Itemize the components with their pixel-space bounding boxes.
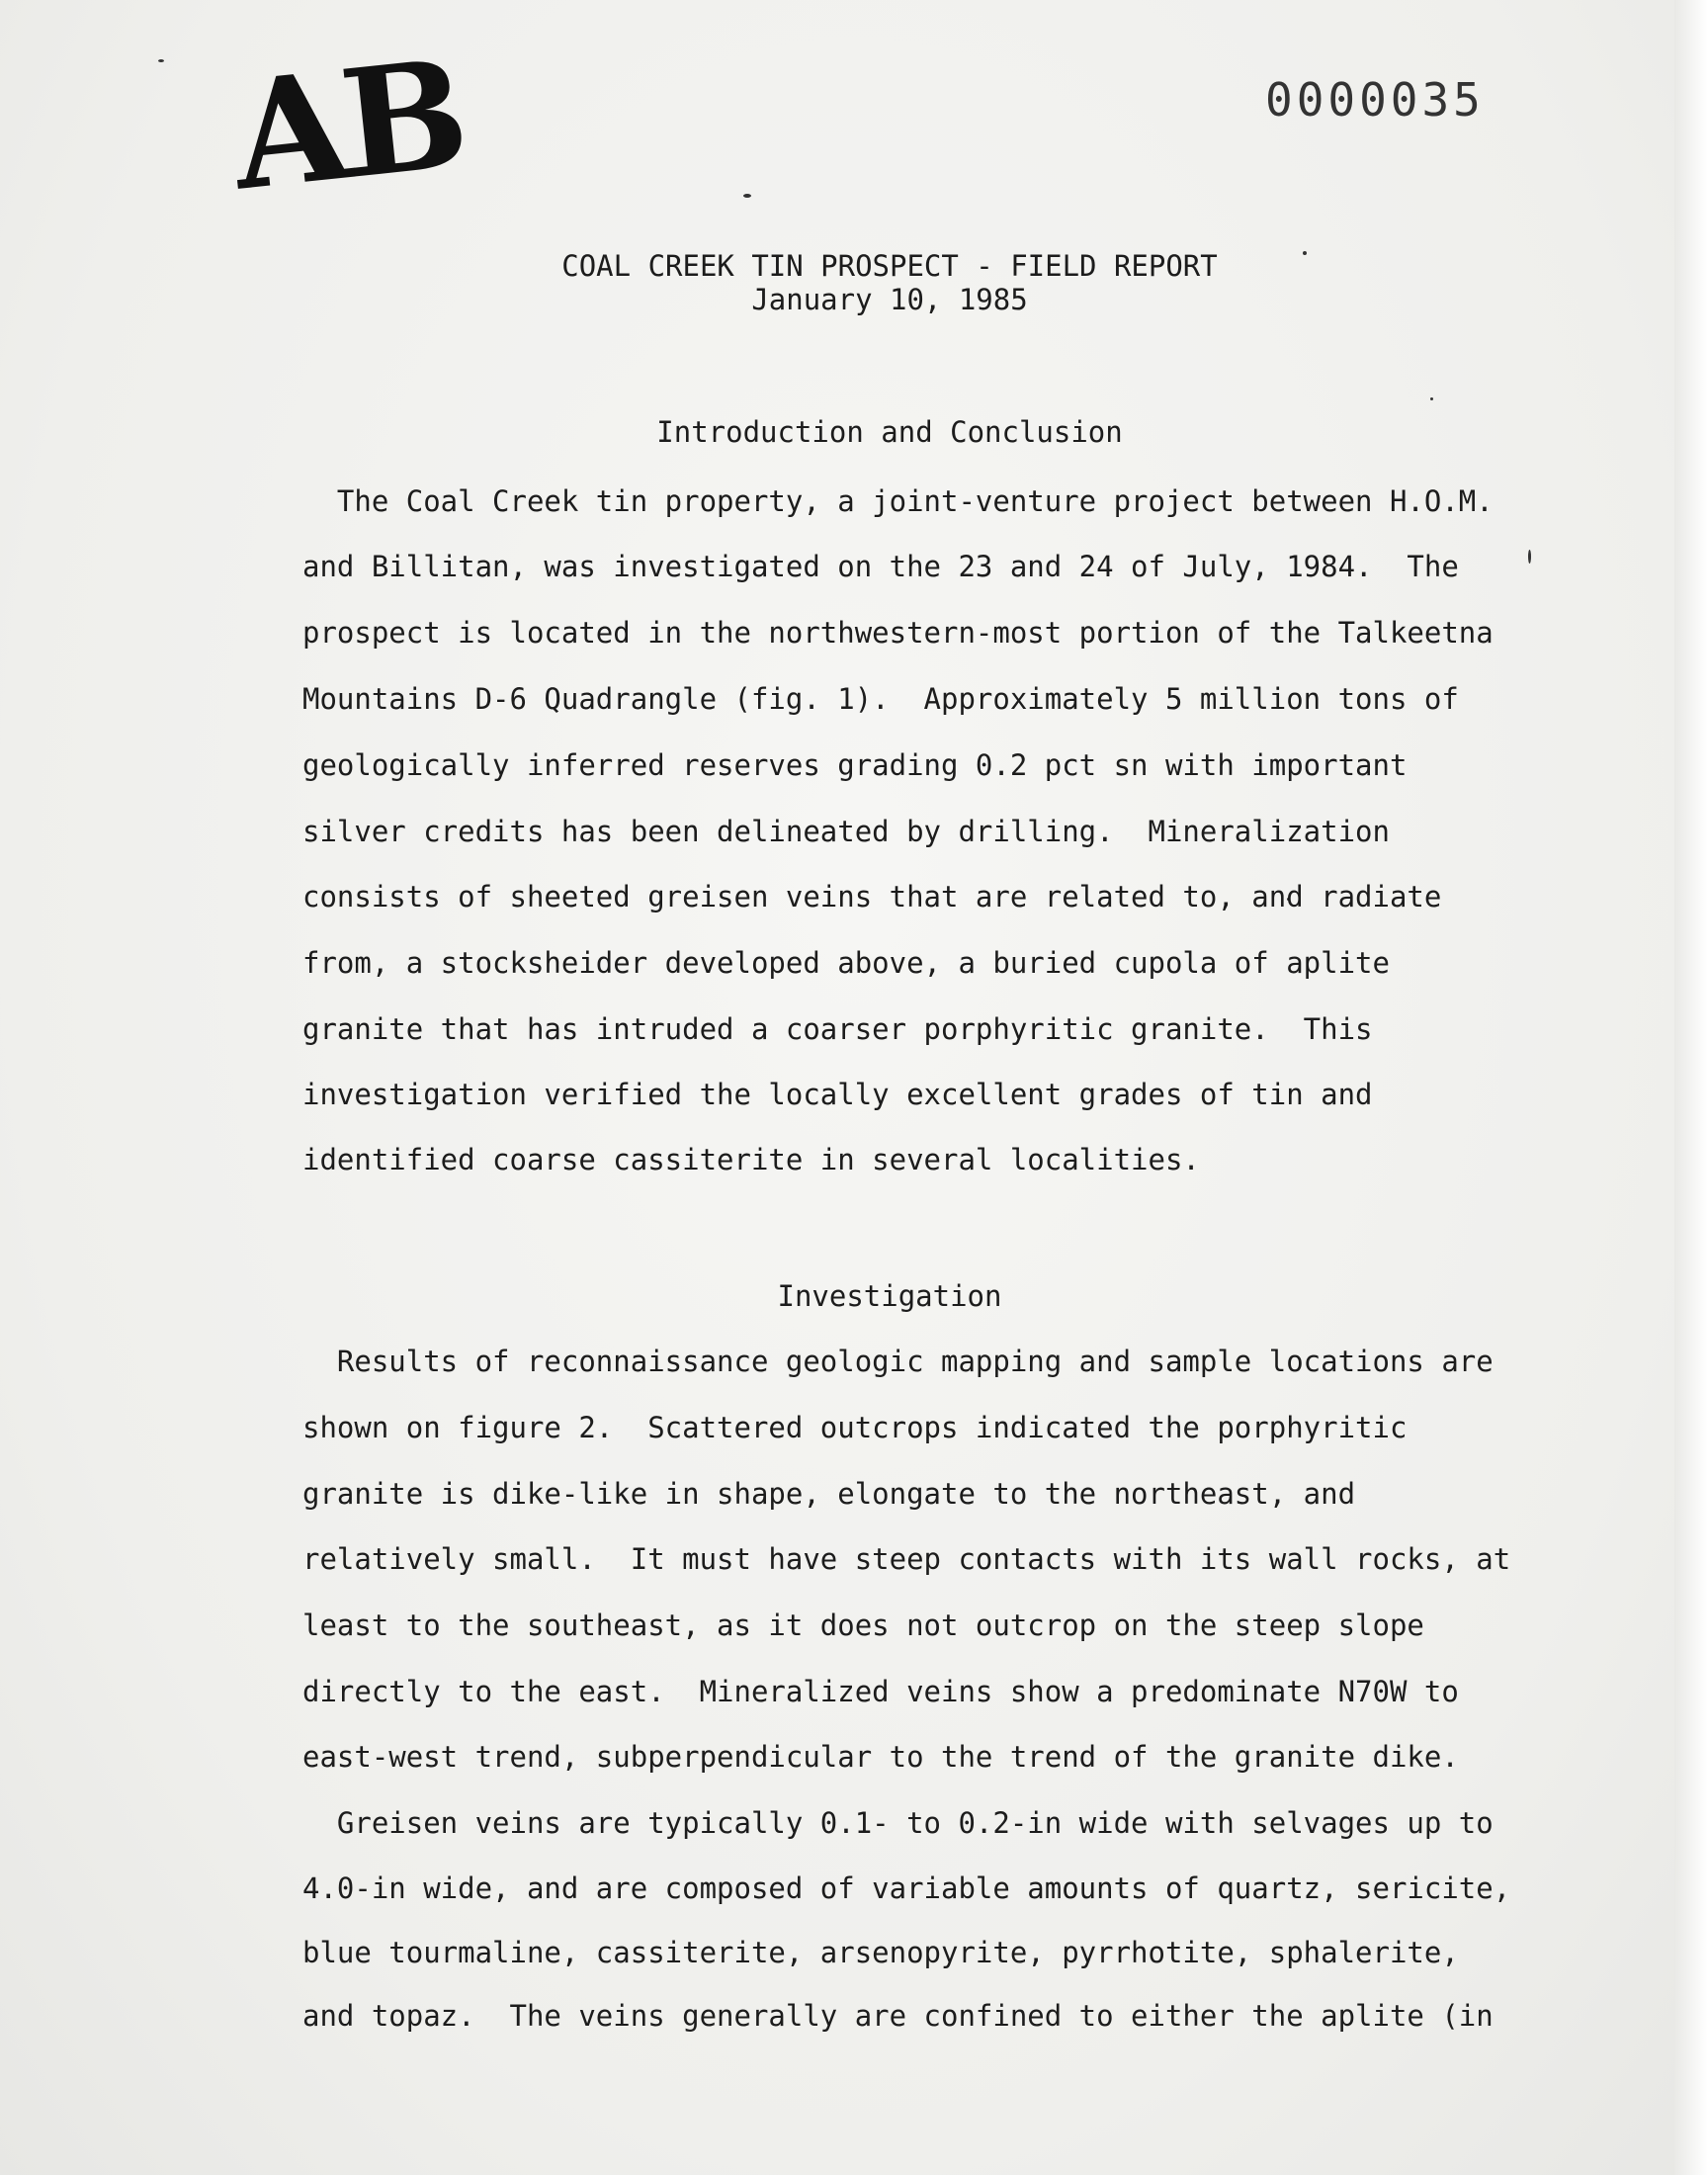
body-line: 4.0-in wide, and are composed of variable amounts of quartz, sericite, <box>302 1871 1511 1905</box>
body-line: consists of sheeted greisen veins that are related to, and radiate <box>302 880 1442 914</box>
document-number-stamp: 0000035 <box>1265 73 1485 127</box>
body-line: directly to the east. Mineralized veins show a predominate N70W to <box>302 1675 1459 1708</box>
body-line: from, a stocksheider developed above, a buried cupola of aplite <box>302 946 1390 980</box>
body-line: east-west trend, subperpendicular to the trend of the granite dike. <box>302 1740 1459 1774</box>
body-line: granite that has intruded a coarser porphyritic granite. This <box>302 1012 1373 1046</box>
scan-speck <box>1528 550 1531 564</box>
scan-speck <box>1430 397 1433 400</box>
section-heading: Introduction and Conclusion <box>656 415 1123 449</box>
body-line: The Coal Creek tin property, a joint-venture project between H.O.M. <box>302 484 1494 518</box>
body-line: silver credits has been delineated by drilling. Mineralization <box>302 815 1390 848</box>
body-line: geologically inferred reserves grading 0.2 pct sn with important <box>302 748 1408 782</box>
body-line: identified coarse cassiterite in several localities. <box>302 1143 1200 1176</box>
handwritten-mark: AB <box>224 27 470 224</box>
body-line: blue tourmaline, cassiterite, arsenopyrite, pyrrhotite, sphalerite, <box>302 1936 1459 1969</box>
scan-speck <box>158 59 164 62</box>
body-line: granite is dike-like in shape, elongate to the northeast, and <box>302 1477 1356 1511</box>
body-line: and topaz. The veins generally are confined to either the aplite (in <box>302 1999 1494 2033</box>
body-line: relatively small. It must have steep contacts with its wall rocks, at <box>302 1542 1511 1576</box>
body-line: prospect is located in the northwestern-most portion of the Talkeetna <box>302 616 1494 650</box>
body-line: Greisen veins are typically 0.1- to 0.2-in wide with selvages up to <box>302 1806 1494 1840</box>
body-line: Mountains D-6 Quadrangle (fig. 1). Approximately 5 million tons of <box>302 682 1459 716</box>
body-line: Results of reconnaissance geologic mapping and sample locations are <box>302 1345 1494 1378</box>
body-line: least to the southeast, as it does not outcrop on the steep slope <box>302 1609 1424 1642</box>
body-line: shown on figure 2. Scattered outcrops indicated the porphyritic <box>302 1411 1408 1444</box>
body-line: investigation verified the locally excellent grades of tin and <box>302 1078 1373 1111</box>
scan-speck <box>743 194 751 198</box>
body-line: and Billitan, was investigated on the 23 and 24 of July, 1984. The <box>302 550 1459 583</box>
page-edge <box>1674 0 1708 2175</box>
section-heading: Investigation <box>777 1279 1002 1313</box>
report-date: January 10, 1985 <box>751 283 1028 316</box>
report-title: COAL CREEK TIN PROSPECT - FIELD REPORT <box>561 249 1218 283</box>
